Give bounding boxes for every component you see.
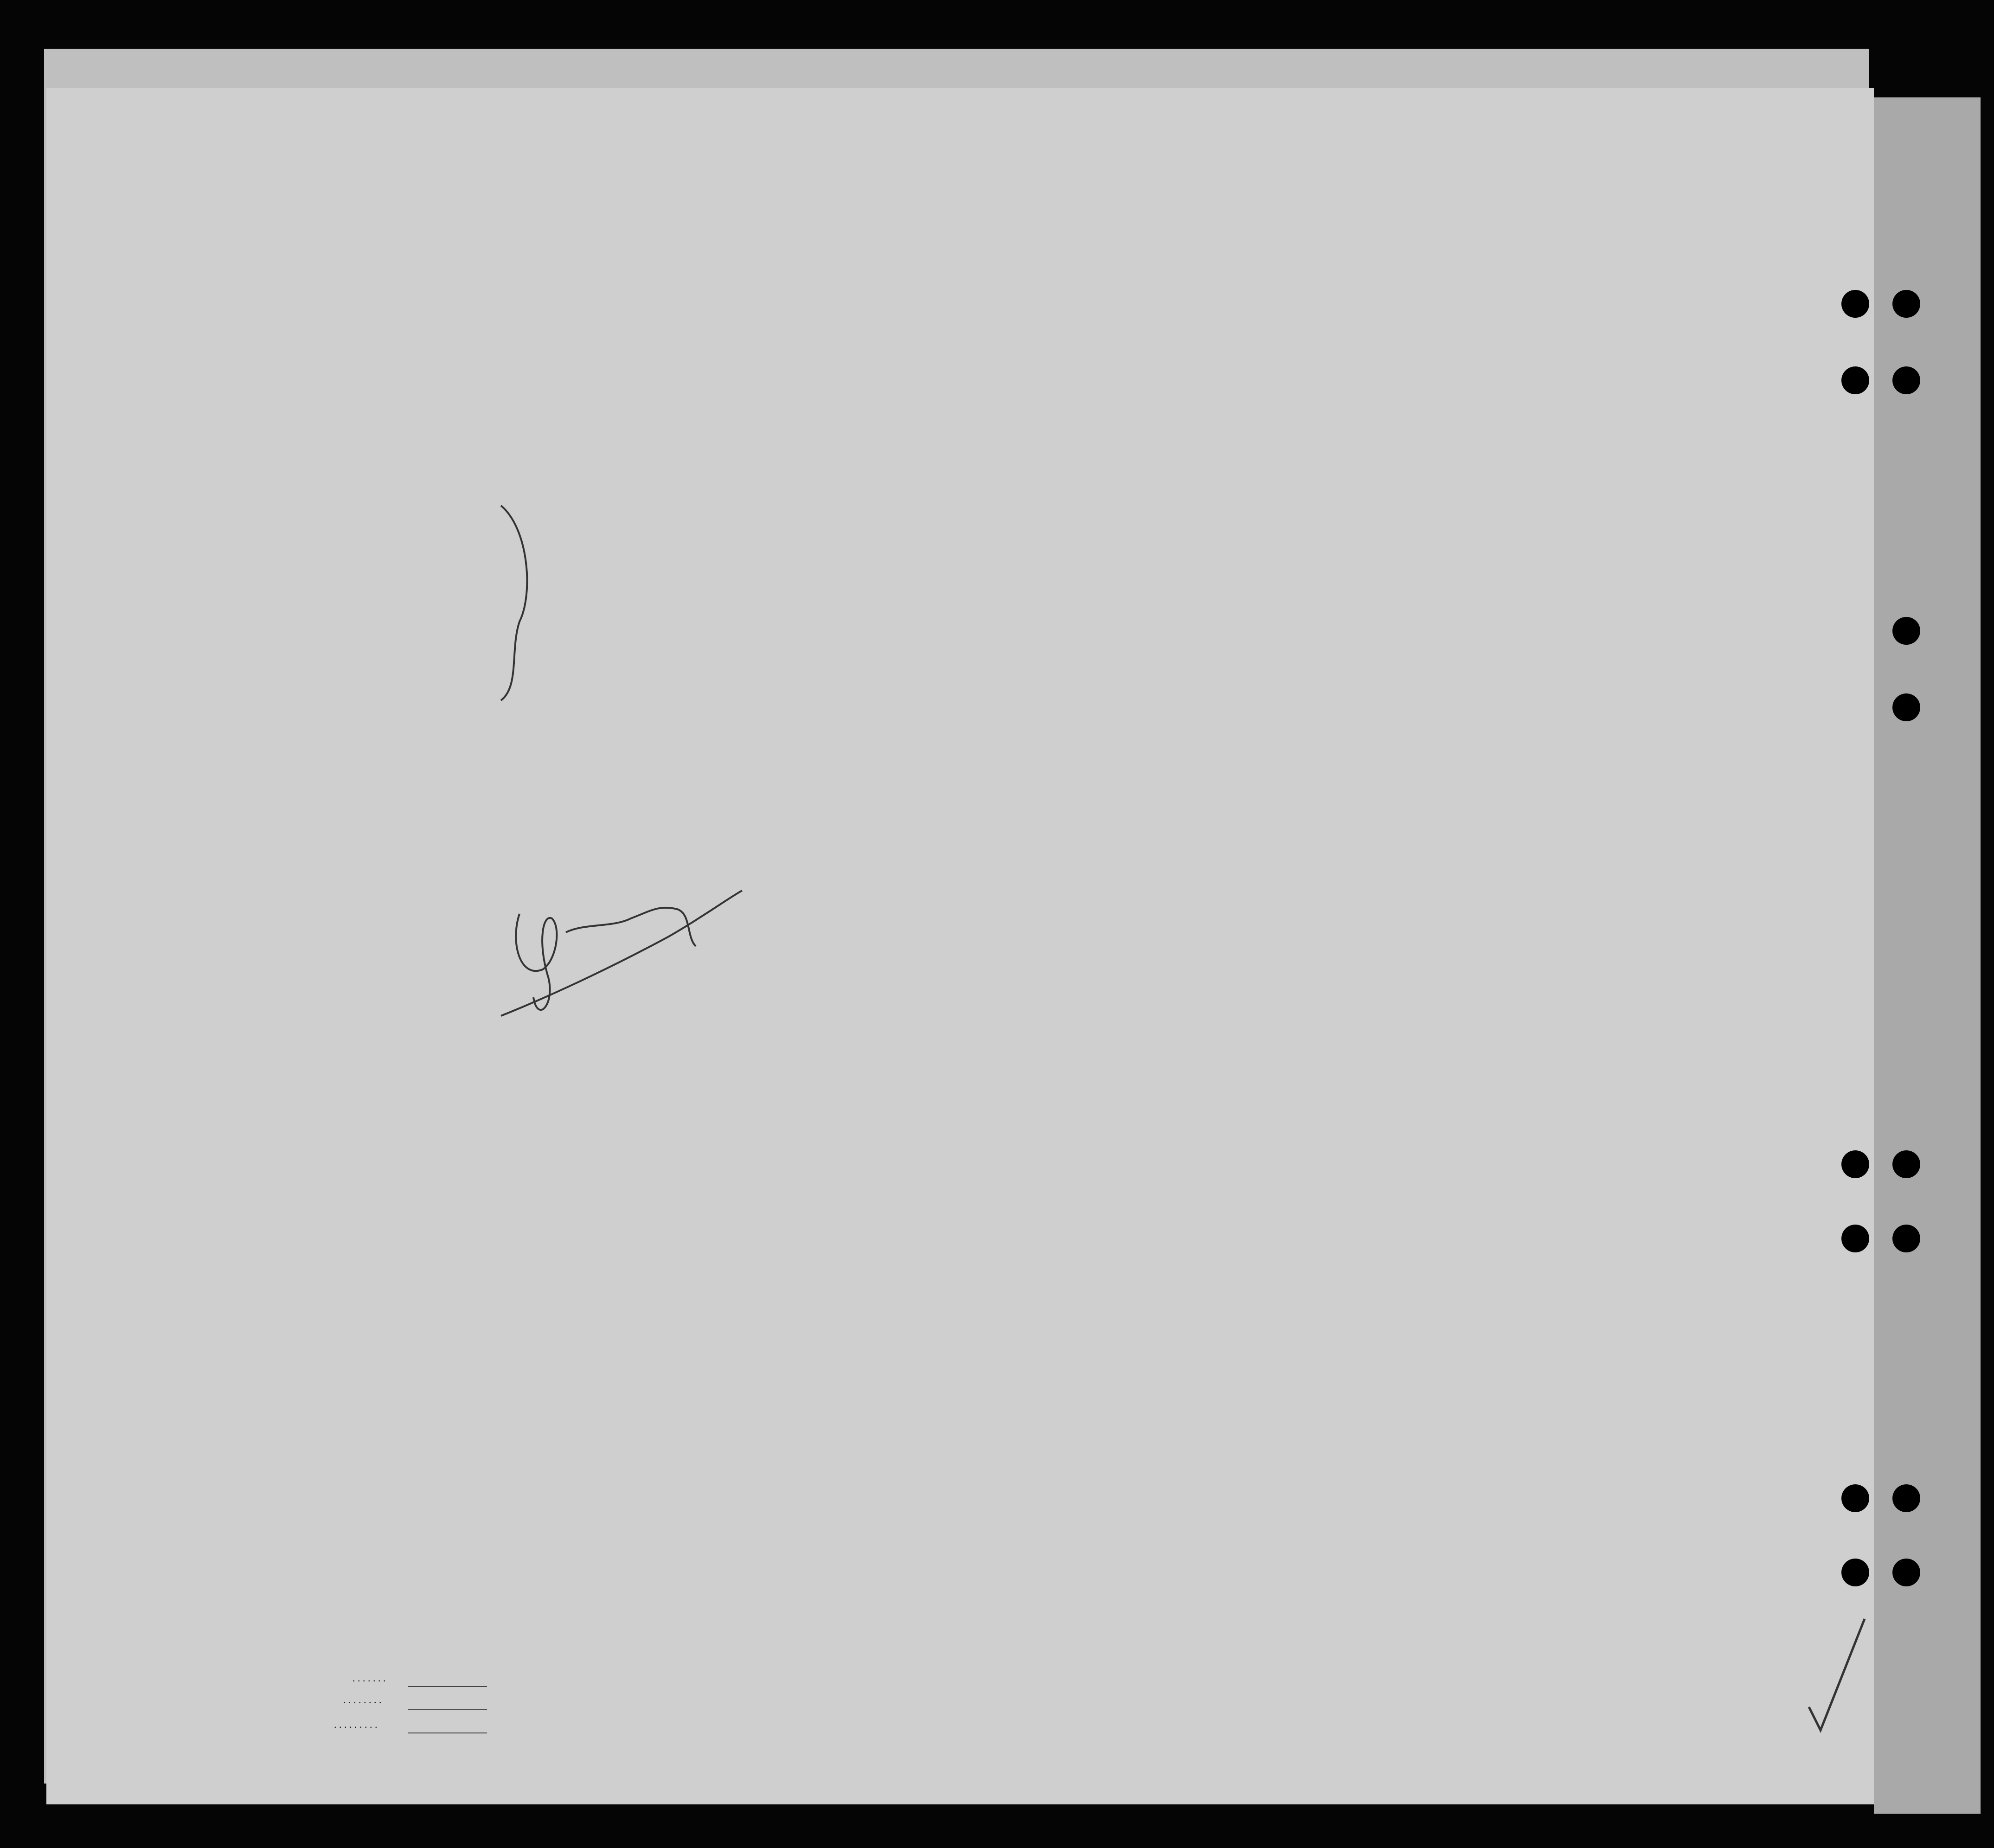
- family-bracket: [492, 501, 547, 705]
- total-dots: . . . . . . .: [353, 1672, 386, 1684]
- purser-signature: [492, 877, 751, 1053]
- citizens-dots: . . . . . . . .: [343, 1694, 382, 1706]
- check-mark-large: [1800, 1614, 1874, 1735]
- aliens-dots: . . . . . . . . .: [334, 1719, 378, 1730]
